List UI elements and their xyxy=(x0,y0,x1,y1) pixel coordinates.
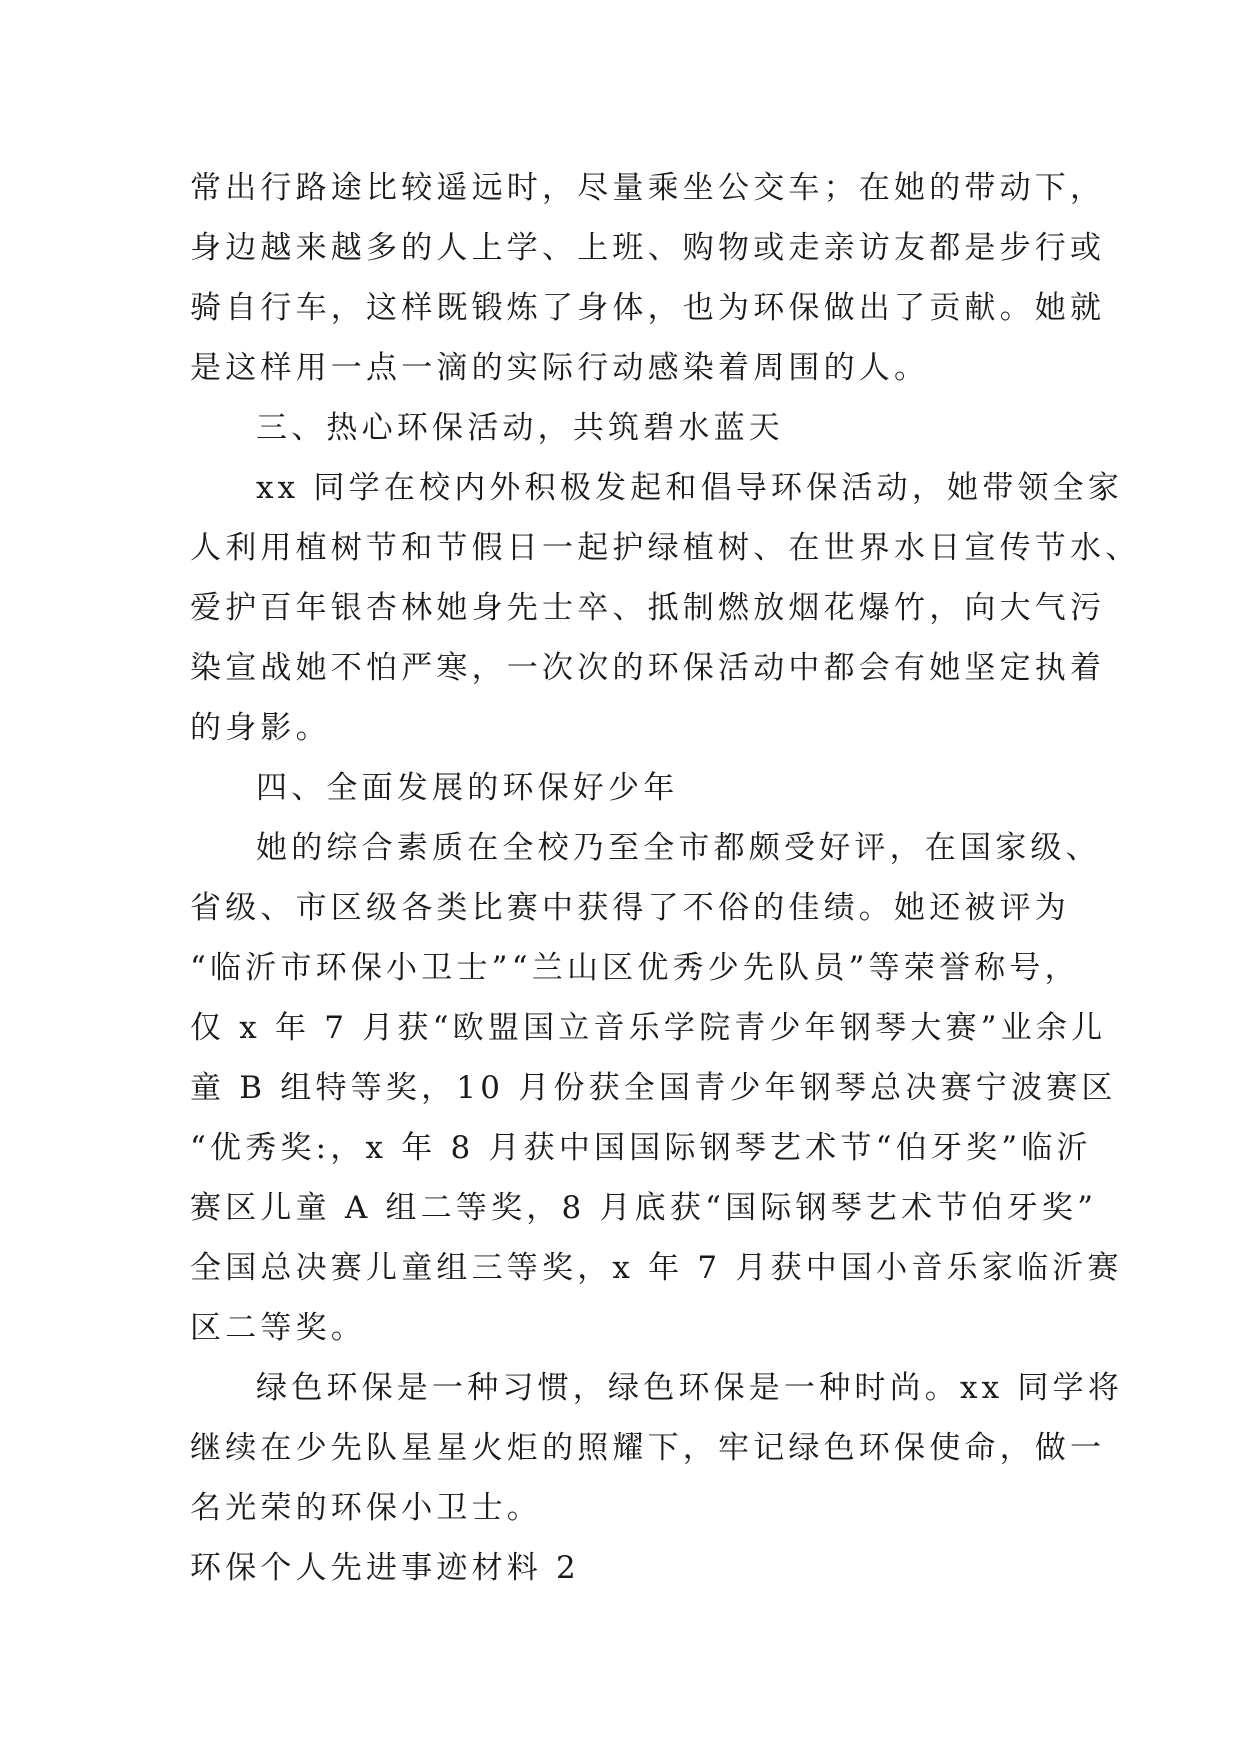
paragraph-first-line: 绿色环保是一种习惯，绿色环保是一种时尚。xx 同学将 xyxy=(256,1370,1124,1406)
body-line: 骑自行车，这样既锻炼了身体，也为环保做出了贡献。她就 xyxy=(190,290,1106,326)
document-title-2: 环保个人先进事迹材料 2 xyxy=(190,1550,580,1586)
body-line: “临沂市环保小卫士”“兰山区优秀少先队员”等荣誉称号， xyxy=(190,950,1080,986)
body-line: 仅 x 年 7 月获“欧盟国立音乐学院青少年钢琴大赛”业余儿 xyxy=(190,1010,1107,1046)
body-line: 赛区儿童 A 组二等奖，8 月底获“国际钢琴艺术节伯牙奖” xyxy=(190,1190,1098,1226)
body-line: 染宣战她不怕严寒，一次次的环保活动中都会有她坚定执着 xyxy=(190,650,1106,686)
body-line: 区二等奖。 xyxy=(190,1310,366,1346)
body-line: 爱护百年银杏林她身先士卒、抵制燃放烟花爆竹，向大气污 xyxy=(190,590,1106,626)
body-line: “优秀奖:，x 年 8 月获中国国际钢琴艺术节“伯牙奖”临沂 xyxy=(190,1130,1092,1166)
body-line: 常出行路途比较遥远时，尽量乘坐公交车；在她的带动下， xyxy=(190,170,1106,206)
body-line: 童 B 组特等奖，10 月份获全国青少年钢琴总决赛宁波赛区 xyxy=(190,1070,1117,1106)
body-line: 身边越来越多的人上学、上班、购物或走亲访友都是步行或 xyxy=(190,230,1106,266)
body-line: 全国总决赛儿童组三等奖，x 年 7 月获中国小音乐家临沂赛 xyxy=(190,1250,1123,1286)
section-heading-3: 三、热心环保活动，共筑碧水蓝天 xyxy=(256,410,784,446)
section-heading-4: 四、全面发展的环保好少年 xyxy=(256,770,679,806)
paragraph-first-line: 她的综合素质在全校乃至全市都颇受好评，在国家级、 xyxy=(256,830,1101,866)
body-line: 是这样用一点一滴的实际行动感染着周围的人。 xyxy=(190,350,930,386)
paragraph-first-line: xx 同学在校内外积极发起和倡导环保活动，她带领全家 xyxy=(256,470,1124,506)
body-line: 人利用植树节和节假日一起护绿植树、在世界水日宣传节水、 xyxy=(190,530,1141,566)
document-page xyxy=(190,158,1141,1598)
body-line: 名光荣的环保小卫士。 xyxy=(190,1490,542,1526)
body-line: 省级、市区级各类比赛中获得了不俗的佳绩。她还被评为 xyxy=(190,890,1070,926)
body-line: 的身影。 xyxy=(190,710,331,746)
body-line: 继续在少先队星星火炬的照耀下，牢记绿色环保使命，做一 xyxy=(190,1430,1106,1466)
